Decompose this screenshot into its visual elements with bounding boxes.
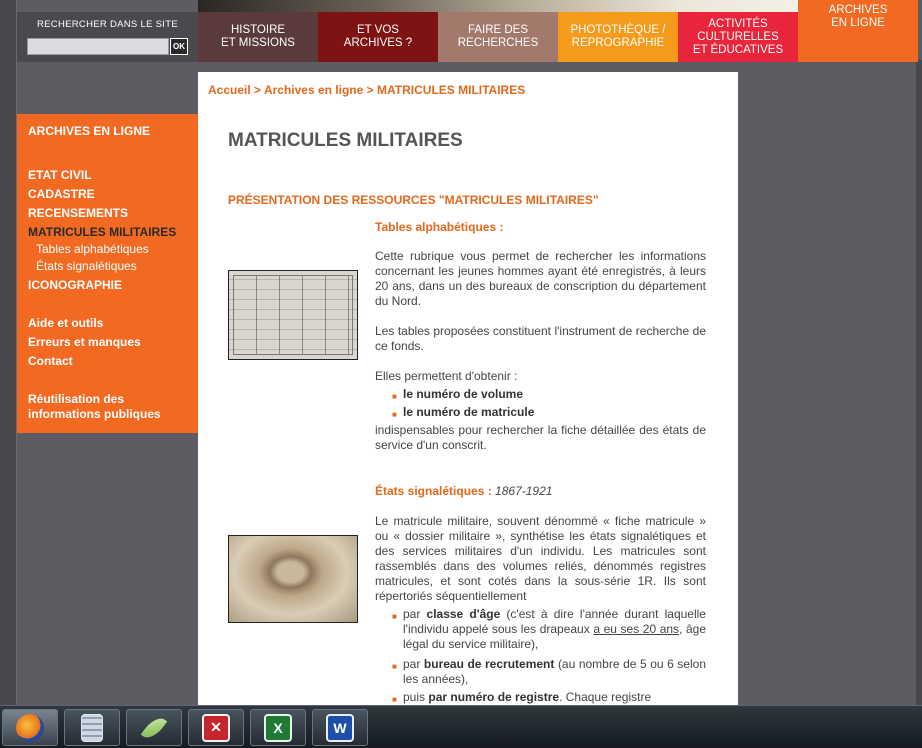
reuse-line2: informations publiques xyxy=(28,407,161,421)
etats-dates: 1867-1921 xyxy=(495,484,553,498)
pdf-icon: ✕ xyxy=(202,714,230,742)
left-sidebar xyxy=(17,114,198,433)
sidebar-item-iconographie[interactable]: ICONOGRAPHIE xyxy=(28,278,123,292)
page-title: MATRICULES MILITAIRES xyxy=(228,130,463,151)
bullet-text: le numéro de volume xyxy=(403,387,524,401)
breadcrumb-archives-en-ligne[interactable]: Archives en ligne xyxy=(263,83,364,97)
search-label: RECHERCHER DANS LE SITE xyxy=(37,19,178,30)
taskbar-excel-button[interactable] xyxy=(250,709,306,746)
leaf-app-icon xyxy=(141,713,167,742)
bullet-post: (au nombre de 5 ou 6 selon les années), xyxy=(403,657,706,686)
etats-paragraph-1: Le matricule militaire, souvent dénommé « fiche matricule » ou « dossier militaire », synthétise les états signalétiques et des services militaires d'un individu. Les matricules sont rassemblés dans des volumes reliés, dénommés registres matricules, et sont cotés dans la sous-série 1R. Ils sont répertoriés séquentiellement xyxy=(375,514,706,603)
bullet-numero-volume xyxy=(403,387,523,402)
main-content xyxy=(198,72,738,705)
nav-label-line2: RECHERCHES xyxy=(457,37,539,49)
breadcrumb-current: MATRICULES MILITAIRES xyxy=(377,83,526,97)
bullet-bold: bureau de recrutement xyxy=(423,657,555,671)
bullet-bureau-recrutement xyxy=(403,657,706,687)
sidebar-item-etat-civil[interactable]: ETAT CIVIL xyxy=(28,168,92,182)
firefox-icon xyxy=(16,714,44,742)
breadcrumb-separator: > xyxy=(254,83,262,97)
nav-faire-recherches[interactable] xyxy=(438,12,558,62)
bullet-classe-age xyxy=(403,607,706,652)
sidebar-item-cadastre[interactable]: CADASTRE xyxy=(28,187,95,201)
nav-label-line1: PHOTOTHÈQUE / xyxy=(570,24,666,36)
nav-label-line1: ACTIVITÉS xyxy=(708,17,768,30)
nav-label-line2: ARCHIVES ? xyxy=(343,37,413,49)
etats-title-text: États signalétiques : xyxy=(375,484,492,498)
word-icon: W xyxy=(326,714,354,742)
taskbar-word-button[interactable] xyxy=(312,709,368,746)
tables-paragraph-3: Elles permettent d'obtenir : xyxy=(375,369,518,383)
nav-label-line1: HISTOIRE xyxy=(230,24,286,36)
nav-label-line2: EN LIGNE xyxy=(831,17,885,29)
nav-label-line1: FAIRE DES xyxy=(467,24,529,36)
sidebar-link-aide-outils[interactable]: Aide et outils xyxy=(28,316,104,330)
sidebar-subitem-etats-signaletiques[interactable]: États signalétiques xyxy=(36,259,137,273)
nav-label-line1: ARCHIVES xyxy=(828,4,888,16)
nav-phototheque[interactable] xyxy=(558,12,678,62)
bullet-mid: (c'est à dire l'année durant laquelle l'individu appelé sous les drapeaux xyxy=(403,607,706,636)
sidebar-link-contact[interactable]: Contact xyxy=(28,354,73,368)
taskbar-pdf-button[interactable] xyxy=(188,709,244,746)
glossary-link-20-ans[interactable]: a eu ses 20 ans xyxy=(593,622,680,636)
sidebar-heading-archives-en-ligne[interactable]: ARCHIVES EN LIGNE xyxy=(28,124,151,138)
nav-label-line1: ET VOS xyxy=(357,24,399,36)
tables-paragraph-1: Cette rubrique vous permet de rechercher les informations concernant les jeunes hommes ayant été enregistrés, à leurs 20 ans, dans un des bureaux de conscription du département du Nord. xyxy=(375,249,706,308)
nav-label-line2: ET MISSIONS xyxy=(221,37,295,49)
nav-label-line2: REPROGRAPHIE xyxy=(571,37,665,49)
sidebar-subitem-tables-alphabetiques[interactable]: Tables alphabétiques xyxy=(36,242,149,256)
reuse-line1: Réutilisation des xyxy=(28,392,125,406)
windows-taskbar xyxy=(0,705,922,748)
calculator-icon xyxy=(81,714,103,742)
soldier-portrait-thumbnail[interactable] xyxy=(228,535,358,623)
sidebar-link-erreurs-manques[interactable]: Erreurs et manques xyxy=(28,335,141,349)
tables-paragraph-2: Les tables proposées constituent l'instrument de recherche de ce fonds. xyxy=(375,324,706,353)
bullet-post: , âge légal du service militaire), xyxy=(403,622,706,651)
search-input[interactable] xyxy=(27,38,169,55)
taskbar-firefox-button[interactable] xyxy=(2,709,58,746)
etats-signaletiques-title[interactable] xyxy=(375,484,552,498)
bullet-pre: par xyxy=(403,657,421,671)
bullet-pre: par xyxy=(403,607,421,621)
tables-paragraph-4: indispensables pour rechercher la fiche détaillée des états de service d'un conscrit. xyxy=(375,423,706,452)
taskbar-calculator-button[interactable] xyxy=(64,709,120,746)
sidebar-item-matricules-militaires[interactable]: MATRICULES MILITAIRES xyxy=(28,225,177,239)
nav-label-line3: ET ÉDUCATIVES xyxy=(692,43,784,56)
bullet-post: . Chaque registre xyxy=(559,690,652,704)
sidebar-item-recensements[interactable]: RECENSEMENTS xyxy=(28,206,129,220)
breadcrumb-separator: > xyxy=(366,83,374,97)
breadcrumb-accueil[interactable]: Accueil xyxy=(208,83,251,97)
right-strip xyxy=(916,60,922,705)
nav-activites-culturelles[interactable] xyxy=(678,12,798,62)
excel-icon: X xyxy=(264,714,292,742)
section-title: PRÉSENTATION DES RESSOURCES "MATRICULES MILITAIRES" xyxy=(228,193,599,207)
register-table-thumbnail[interactable] xyxy=(228,270,358,360)
nav-label-line2: CULTURELLES xyxy=(697,30,779,43)
bullet-pre: puis xyxy=(403,690,426,704)
bullet-numero-matricule xyxy=(403,405,534,420)
nav-archives-en-ligne[interactable] xyxy=(798,0,918,62)
site-search xyxy=(17,12,198,62)
nav-histoire-missions[interactable] xyxy=(198,12,318,62)
breadcrumb xyxy=(208,83,525,97)
tables-alphabetiques-title[interactable]: Tables alphabétiques : xyxy=(375,220,504,234)
bullet-bold: par numéro de registre xyxy=(428,690,560,704)
sidebar-link-reutilisation[interactable] xyxy=(28,392,161,422)
bullet-bold: classe d'âge xyxy=(426,607,501,621)
left-strip xyxy=(0,0,17,705)
taskbar-leaf-app-button[interactable] xyxy=(126,709,182,746)
bullet-text: le numéro de matricule xyxy=(403,405,535,419)
bullet-numero-registre xyxy=(403,690,706,705)
header-photo-banner xyxy=(198,0,798,12)
nav-vos-archives[interactable] xyxy=(318,12,438,62)
search-ok-button[interactable]: OK xyxy=(170,38,188,55)
